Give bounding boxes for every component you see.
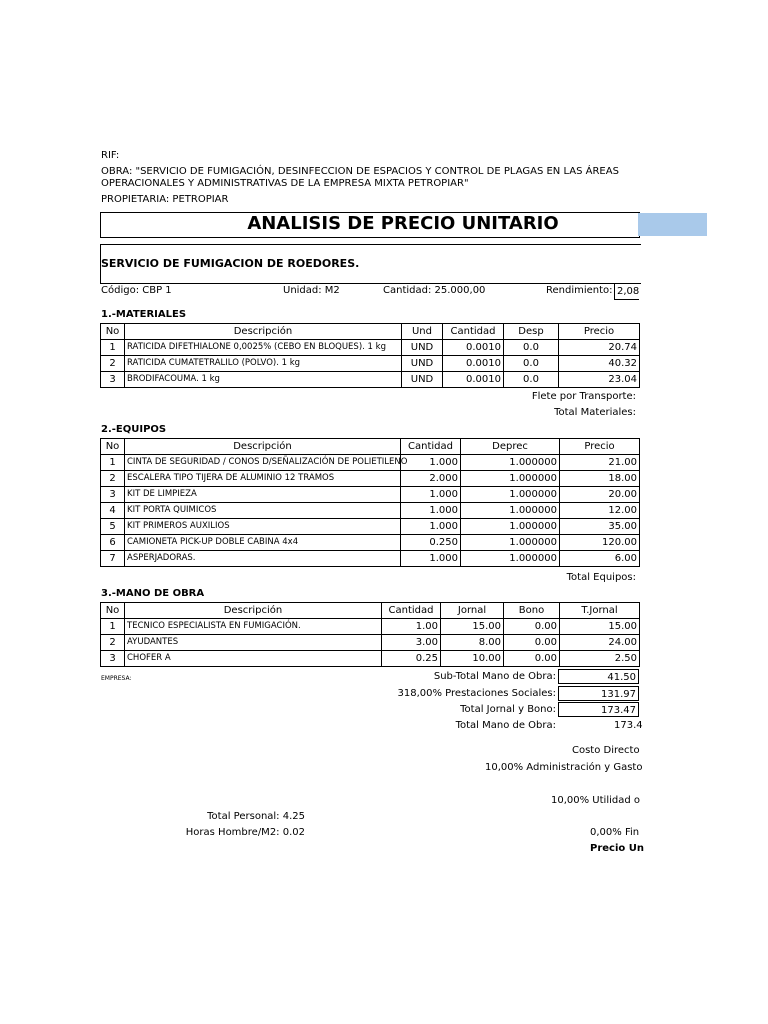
row-desc: TECNICO ESPECIALISTA EN FUMIGACIÓN. [125, 619, 382, 635]
col-header: Descripción [125, 439, 401, 455]
rendimiento-value: 2,08 [614, 283, 639, 300]
horas-hombre-label: Horas Hombre/M2: 0.02 [185, 827, 305, 838]
table-row [101, 651, 640, 667]
materiales-table [100, 323, 640, 388]
row-cantidad: 0.0010 [443, 372, 504, 388]
row-desp: 0.0 [504, 340, 559, 356]
row-precio: 18.00 [560, 471, 640, 487]
subtotal-mano-obra-label: Sub-Total Mano de Obra: [433, 671, 556, 682]
total-equipos-label: Total Equipos: [566, 572, 636, 583]
row-no: 3 [101, 651, 125, 667]
col-header: Deprec [461, 439, 560, 455]
row-desc: CINTA DE SEGURIDAD / CONOS D/SEÑALIZACIÓN DE POLIETILENO [125, 455, 401, 471]
table-row [101, 635, 640, 651]
row-no: 6 [101, 535, 125, 551]
row-deprec: 1.000000 [461, 487, 560, 503]
row-desc: KIT PORTA QUIMICOS [125, 503, 401, 519]
table-row [101, 519, 640, 535]
row-no: 2 [101, 471, 125, 487]
codigo-label: Código: CBP 1 [101, 285, 172, 296]
col-header: T.Jornal [560, 603, 640, 619]
row-cantidad: 3.00 [382, 635, 441, 651]
row-no: 3 [101, 487, 125, 503]
row-precio: 6.00 [560, 551, 640, 567]
row-tjornal: 2.50 [560, 651, 640, 667]
section-title-mano-obra: 3.-MANO DE OBRA [101, 588, 205, 599]
row-cantidad: 0.250 [401, 535, 461, 551]
row-precio: 40.32 [559, 356, 640, 372]
row-desc: RATICIDA DIFETHIALONE 0,0025% (CEBO EN BLOQUES). 1 kg [125, 340, 402, 356]
col-header: Und [402, 324, 443, 340]
row-desc: KIT PRIMEROS AUXILIOS [125, 519, 401, 535]
rif-label: RIF: [101, 150, 120, 161]
row-deprec: 1.000000 [461, 519, 560, 535]
row-deprec: 1.000000 [461, 551, 560, 567]
col-header: No [101, 603, 125, 619]
table-row [101, 471, 640, 487]
row-cantidad: 2.000 [401, 471, 461, 487]
rendimiento-label: Rendimiento: [546, 285, 613, 296]
financiamiento-label: 0,00% Fin [590, 827, 640, 838]
row-desc: ESCALERA TIPO TIJERA DE ALUMINIO 12 TRAMOS [125, 471, 401, 487]
subtotal-mano-obra-value: 41.50 [558, 669, 639, 684]
row-cantidad: 0.25 [382, 651, 441, 667]
row-desc: BRODIFACOUMA. 1 kg [125, 372, 402, 388]
empresa-label: EMPRESA: [101, 675, 132, 682]
row-cantidad: 1.000 [401, 455, 461, 471]
mano-obra-table [100, 602, 640, 667]
row-precio: 21.00 [560, 455, 640, 471]
table-header-row [101, 439, 640, 455]
col-header: Descripción [125, 603, 382, 619]
row-precio: 20.74 [559, 340, 640, 356]
col-header: Precio [560, 439, 640, 455]
row-bono: 0.00 [504, 619, 560, 635]
row-desc: AYUDANTES [125, 635, 382, 651]
obra-line-2: OPERACIONALES Y ADMINISTRATIVAS DE LA EMPRESA MIXTA PETROPIAR" [101, 178, 469, 189]
col-header: Precio [559, 324, 640, 340]
utilidad-label: 10,00% Utilidad o [551, 795, 641, 806]
row-no: 7 [101, 551, 125, 567]
col-header: Desp [504, 324, 559, 340]
row-und: UND [402, 372, 443, 388]
row-deprec: 1.000000 [461, 503, 560, 519]
section-title-equipos: 2.-EQUIPOS [101, 424, 167, 435]
unidad-label: Unidad: M2 [283, 285, 340, 296]
prestaciones-label: 318,00% Prestaciones Sociales: [397, 688, 556, 699]
col-header: Jornal [441, 603, 504, 619]
table-row [101, 356, 640, 372]
row-desp: 0.0 [504, 356, 559, 372]
row-cantidad: 1.000 [401, 551, 461, 567]
total-personal-label: Total Personal: 4.25 [207, 811, 305, 822]
page-title: ANALISIS DE PRECIO UNITARIO [247, 213, 559, 234]
row-cantidad: 0.0010 [443, 356, 504, 372]
row-tjornal: 15.00 [560, 619, 640, 635]
col-header: Cantidad [382, 603, 441, 619]
row-jornal: 8.00 [441, 635, 504, 651]
equipos-table [100, 438, 640, 567]
table-row [101, 340, 640, 356]
table-row [101, 535, 640, 551]
row-precio: 23.04 [559, 372, 640, 388]
row-precio: 20.00 [560, 487, 640, 503]
row-desc: KIT DE LIMPIEZA [125, 487, 401, 503]
table-row [101, 372, 640, 388]
row-precio: 12.00 [560, 503, 640, 519]
table-header-row [101, 324, 640, 340]
row-no: 1 [101, 340, 125, 356]
row-desc: ASPERJADORAS. [125, 551, 401, 567]
row-no: 5 [101, 519, 125, 535]
administracion-label: 10,00% Administración y Gasto [485, 762, 643, 773]
row-no: 4 [101, 503, 125, 519]
service-title: SERVICIO DE FUMIGACION DE ROEDORES. [101, 257, 360, 270]
row-jornal: 10.00 [441, 651, 504, 667]
row-deprec: 1.000000 [461, 471, 560, 487]
row-desc: RATICIDA CUMATETRALILO (POLVO). 1 kg [125, 356, 402, 372]
col-header: Bono [504, 603, 560, 619]
row-cantidad: 1.000 [401, 519, 461, 535]
row-precio: 35.00 [560, 519, 640, 535]
row-precio: 120.00 [560, 535, 640, 551]
row-no: 1 [101, 455, 125, 471]
col-header: Descripción [125, 324, 402, 340]
row-cantidad: 1.00 [382, 619, 441, 635]
row-no: 1 [101, 619, 125, 635]
row-cantidad: 1.000 [401, 503, 461, 519]
row-deprec: 1.000000 [461, 455, 560, 471]
row-cantidad: 0.0010 [443, 340, 504, 356]
total-mano-obra-value: 173.4 [614, 720, 643, 731]
section-title-materiales: 1.-MATERIALES [101, 309, 187, 320]
obra-line-1: OBRA: "SERVICIO DE FUMIGACIÓN, DESINFECCION DE ESPACIOS Y CONTROL DE PLAGAS EN LAS ÁREAS [101, 166, 619, 177]
table-row [101, 503, 640, 519]
flete-label: Flete por Transporte: [531, 391, 636, 402]
total-mano-obra-label: Total Mano de Obra: [455, 720, 556, 731]
col-header: No [101, 439, 125, 455]
costo-directo-label: Costo Directo [572, 745, 640, 756]
table-row [101, 551, 640, 567]
cantidad-label: Cantidad: 25.000,00 [383, 285, 486, 296]
table-row [101, 487, 640, 503]
total-materiales-label: Total Materiales: [554, 407, 636, 418]
precio-unitario-label: Precio Un [590, 843, 644, 854]
total-jornal-value: 173.47 [558, 702, 639, 717]
row-und: UND [402, 340, 443, 356]
row-no: 2 [101, 356, 125, 372]
row-jornal: 15.00 [441, 619, 504, 635]
row-no: 3 [101, 372, 125, 388]
row-und: UND [402, 356, 443, 372]
table-header-row [101, 603, 640, 619]
row-desp: 0.0 [504, 372, 559, 388]
row-no: 2 [101, 635, 125, 651]
col-header: Cantidad [443, 324, 504, 340]
row-deprec: 1.000000 [461, 535, 560, 551]
total-jornal-label: Total Jornal y Bono: [460, 704, 556, 715]
row-bono: 0.00 [504, 651, 560, 667]
row-tjornal: 24.00 [560, 635, 640, 651]
col-header: Cantidad [401, 439, 461, 455]
table-row [101, 455, 640, 471]
row-bono: 0.00 [504, 635, 560, 651]
propietaria-label: PROPIETARIA: PETROPIAR [101, 194, 229, 205]
row-desc: CAMIONETA PICK-UP DOBLE CABINA 4x4 [125, 535, 401, 551]
col-header: No [101, 324, 125, 340]
table-row [101, 619, 640, 635]
prestaciones-value: 131.97 [558, 686, 639, 701]
row-desc: CHOFER A [125, 651, 382, 667]
row-cantidad: 1.000 [401, 487, 461, 503]
